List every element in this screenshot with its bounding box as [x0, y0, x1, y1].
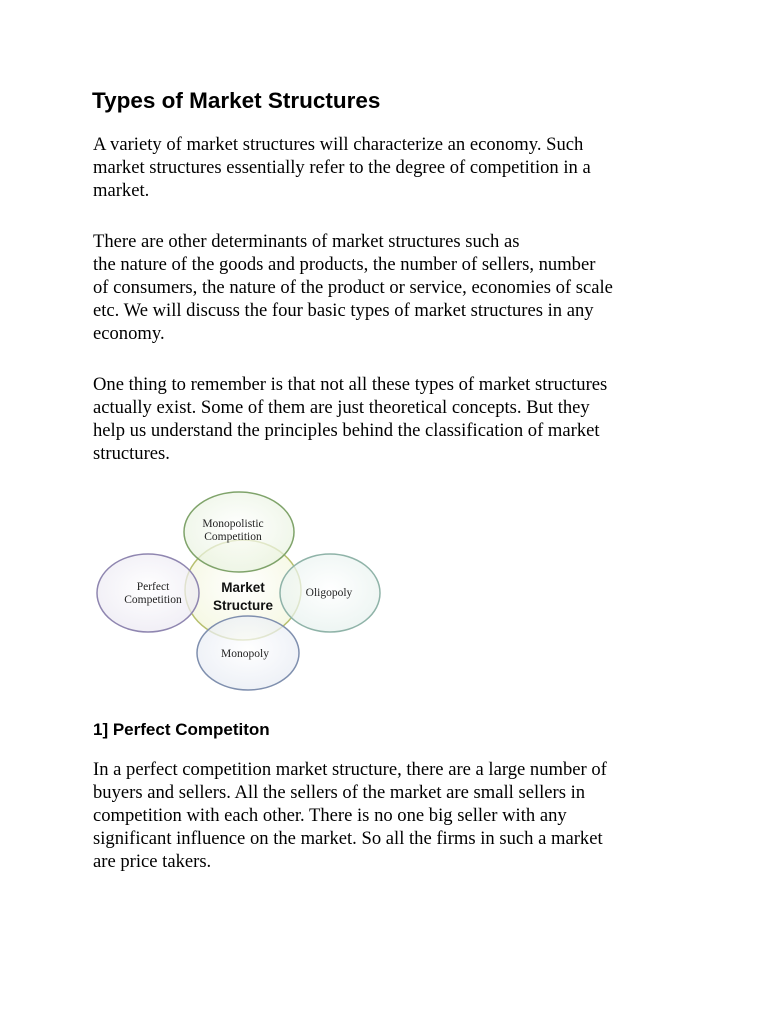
text-line: the nature of the goods and products, the number of sellers, number [93, 254, 596, 275]
paragraph-theory [93, 373, 693, 465]
top-circle-label-line1: Monopolistic [202, 518, 264, 530]
left-circle-label-line1: Perfect [136, 581, 170, 593]
text-line: economy. [93, 323, 165, 344]
text-line: etc. We will discuss the four basic types of market structures in any [93, 300, 594, 321]
market-structure-diagram [90, 484, 390, 700]
left-circle-label-line2: Competition [124, 594, 182, 606]
text-line: structures. [93, 443, 170, 464]
text-line: There are other determinants of market structures such as [93, 231, 520, 252]
left-circle [97, 554, 199, 632]
text-line: market structures essentially refer to the degree of competition in a [93, 157, 591, 178]
text-line: of consumers, the nature of the product or service, economies of scale [93, 277, 613, 298]
text-line: One thing to remember is that not all these types of market structures [93, 374, 608, 395]
center-label-line1: Market [221, 580, 265, 595]
right-circle-label: Oligopoly [305, 587, 353, 599]
bottom-circle-label: Monopoly [221, 648, 269, 660]
text-line: In a perfect competition market structure, there are a large number of [93, 759, 607, 780]
paragraph-determinants [93, 230, 693, 345]
section-heading-perfect-competition: 1] Perfect Competiton [93, 720, 270, 739]
text-line: help us understand the principles behind the classification of market [93, 420, 600, 441]
paragraph-perfect-competition [93, 758, 693, 873]
text-line: market. [93, 180, 150, 201]
text-line: buyers and sellers. All the sellers of the market are small sellers in [93, 782, 586, 803]
paragraph-intro [93, 133, 693, 202]
page-title: Types of Market Structures [92, 88, 381, 113]
text-line: actually exist. Some of them are just theoretical concepts. But they [93, 397, 590, 418]
text-line: are price takers. [93, 851, 212, 872]
text-line: A variety of market structures will characterize an economy. Such [93, 134, 584, 155]
center-label-line2: Structure [212, 598, 274, 613]
top-circle-label-line2: Competition [204, 531, 262, 543]
text-line: competition with each other. There is no one big seller with any [93, 805, 567, 826]
text-line: significant influence on the market. So all the firms in such a market [93, 828, 603, 849]
